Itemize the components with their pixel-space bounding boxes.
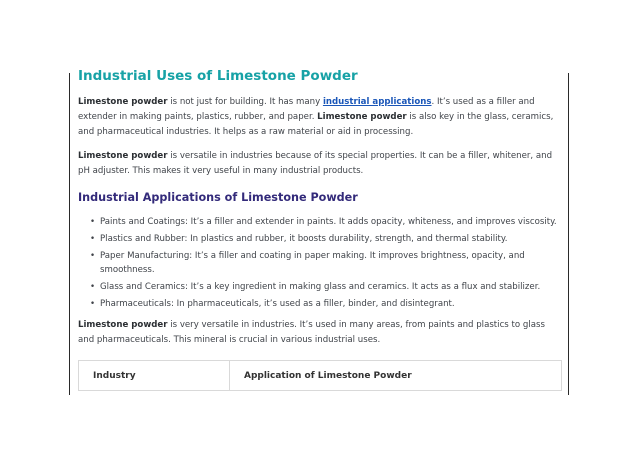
column-header-industry: Industry: [79, 361, 230, 391]
article-content: [78, 66, 560, 391]
paragraph-text: is very versatile in industries. It’s used in many areas, from paints and plastics to glass and pharmaceuticals. This mineral is crucial in various industrial uses.: [78, 320, 545, 345]
bold-term: Limestone powder: [78, 97, 168, 107]
bullet-icon: •: [90, 217, 96, 227]
page-title: Industrial Uses of Limestone Powder: [78, 68, 358, 84]
properties-paragraph: [78, 149, 560, 179]
bullet-icon: •: [90, 251, 96, 261]
summary-paragraph: [78, 318, 560, 348]
table-header-row: [79, 361, 562, 391]
industrial-applications-link[interactable]: industrial applications: [322, 97, 432, 107]
column-header-application: Application of Limestone Powder: [230, 361, 562, 391]
bullet-icon: •: [90, 299, 96, 309]
list-item: • Paints and Coatings: It’s a filler and extender in paints. It adds opacity, whiteness, and improves viscosity.: [90, 217, 557, 227]
list-item: • Pharmaceuticals: In pharmaceuticals, it’s used as a filler, binder, and disintegrant.: [90, 299, 455, 309]
bullet-icon: •: [90, 282, 96, 292]
bullet-icon: •: [90, 234, 96, 244]
bold-term: Limestone powder: [78, 151, 168, 161]
left-border-rule: [69, 73, 70, 395]
list-item: • Paper Manufacturing: It’s a filler and coating in paper making. It improves brightness, opacity, and smoothness.: [90, 251, 525, 275]
list-item: • Plastics and Rubber: In plastics and rubber, it boosts durability, strength, and thermal stability.: [90, 234, 508, 244]
bold-term: Limestone powder: [78, 320, 168, 330]
applications-list: [78, 215, 560, 311]
paragraph-text: is versatile in industries because of its special properties. It can be a filler, whitener, and pH adjuster. This makes it very useful in many industrial products.: [78, 151, 553, 176]
paragraph-text: is also key in the glass, ceramics, and pharmaceutical industries. It helps as a raw material or aid in processing.: [78, 112, 554, 137]
intro-paragraph: [78, 95, 560, 140]
paragraph-text: is not just for building. It has many: [167, 97, 323, 107]
list-item: • Glass and Ceramics: It’s a key ingredient in making glass and ceramics. It acts as a flux and stabilizer.: [90, 282, 541, 292]
section-subheading: Industrial Applications of Limestone Powder: [78, 191, 358, 204]
industry-table: [78, 360, 562, 391]
right-border-rule: [568, 73, 569, 395]
bold-term: Limestone powder: [317, 112, 407, 122]
paragraph-text: . It’s used as a filler and extender in making paints, plastics, rubber, and paper.: [78, 97, 535, 122]
